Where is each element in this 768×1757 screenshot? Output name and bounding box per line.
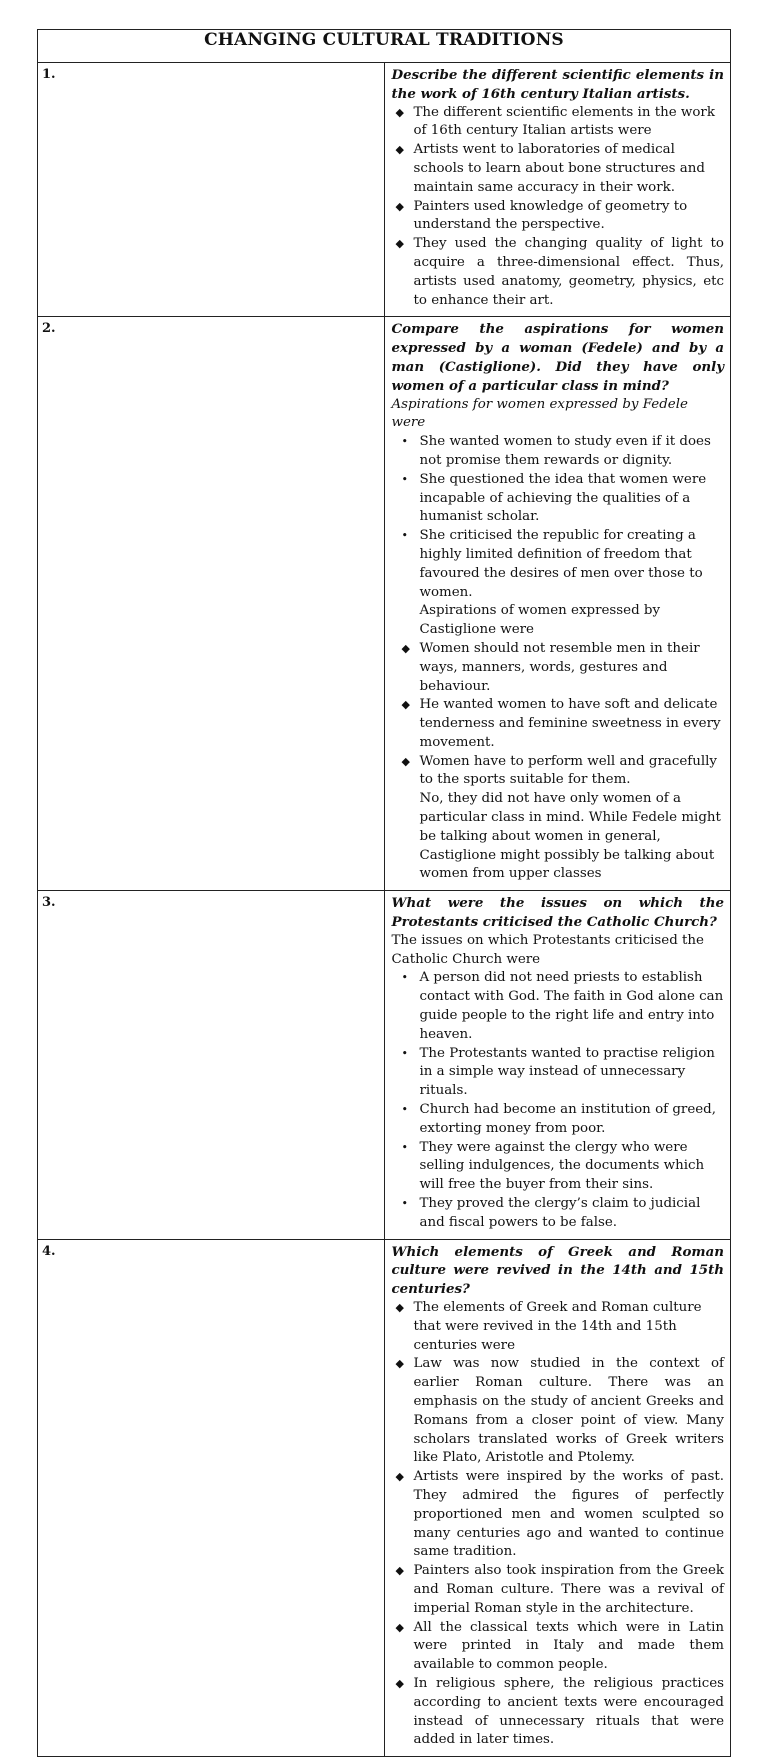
- list-item: ◆ The different scientific elements in the work of 16th century Italian artists were: [395, 104, 715, 139]
- qa-document-table: [37, 29, 731, 1757]
- answer-subheading: Aspirations of women expressed by Castiglione were: [419, 603, 661, 638]
- list-item: • The Protestants wanted to practise religion in a simple way instead of unnecessary rituals.: [401, 1045, 715, 1099]
- answer-subheading: Aspirations for women expressed by Fedele were: [391, 396, 688, 431]
- answer-list: [392, 104, 725, 311]
- list-item: ◆ Painters also took inspiration from the Greek and Roman culture. There was a revival of imperial Roman style in the architecture.: [395, 1563, 724, 1616]
- diamond-bullet-icon: ◆: [395, 237, 404, 251]
- question-row-1: [38, 63, 731, 317]
- answer-list: [392, 433, 725, 602]
- list-item: ◆ Artists were inspired by the works of past. They admired the figures of perfectly proportioned men and women sculpted so many centuries ago and wanted to continue same tradition.: [395, 1469, 724, 1560]
- diamond-bullet-icon: ◆: [401, 754, 410, 768]
- list-item: ◆ In religious sphere, the religious practices according to ancient texts were encouraged instead of unnecessary rituals that were added in later times.: [395, 1675, 724, 1748]
- question-number: 2.: [38, 317, 385, 891]
- diamond-bullet-icon: ◆: [401, 641, 410, 655]
- bullet-icon: •: [401, 435, 408, 449]
- list-item: • Church had become an institution of greed, extorting money from poor.: [401, 1102, 716, 1136]
- answer-conclusion: No, they did not have only women of a particular class in mind. While Fedele might be talking about women in general, Castiglione might possibly be talking about women from upper classes: [419, 791, 721, 882]
- bullet-icon: •: [401, 971, 408, 985]
- list-item: ◆ Artists went to laboratories of medical schools to learn about bone structures and maintain same accuracy in their work.: [395, 142, 705, 195]
- diamond-bullet-icon: ◆: [395, 1620, 404, 1634]
- question-answer-cell: [384, 317, 731, 891]
- bullet-icon: •: [401, 529, 408, 543]
- question-text: What were the issues on which the Protestants criticised the Catholic Church?: [391, 895, 724, 931]
- diamond-bullet-icon: ◆: [395, 1470, 404, 1484]
- diamond-bullet-icon: ◆: [395, 199, 404, 213]
- list-item: ◆ Law was now studied in the context of earlier Roman culture. There was an emphasis on the study of ancient Greeks and Romans from a closer point of view. Many scholars translated works of Greek writers like Plato, Aristotle and Ptolemy.: [395, 1356, 724, 1466]
- answer-intro: The issues on which Protestants criticised the Catholic Church were: [391, 932, 704, 967]
- question-row-4: [38, 1239, 731, 1757]
- question-answer-cell: [384, 891, 731, 1239]
- list-item: ◆ Painters used knowledge of geometry to understand the perspective.: [395, 198, 688, 233]
- diamond-bullet-icon: ◆: [395, 1357, 404, 1371]
- answer-list: [392, 640, 725, 790]
- question-number: 1.: [38, 63, 385, 317]
- question-answer-cell: [384, 1239, 731, 1757]
- list-item: ◆ All the classical texts which were in Latin were printed in Italy and made them available to common people.: [395, 1619, 724, 1673]
- diamond-bullet-icon: ◆: [401, 698, 410, 712]
- bullet-icon: •: [401, 1103, 408, 1117]
- question-text: Which elements of Greek and Roman culture were revived in the 14th and 15th centuries?: [391, 1243, 724, 1298]
- list-item: ◆ Women should not resemble men in their ways, manners, words, gestures and behaviour.: [401, 640, 700, 694]
- list-item: ◆ He wanted women to have soft and delicate tenderness and feminine sweetness in every movement.: [401, 697, 721, 750]
- bullet-icon: •: [401, 472, 408, 486]
- list-item: • They proved the clergy’s claim to judicial and fiscal powers to be false.: [401, 1196, 701, 1230]
- question-number: 3.: [38, 891, 385, 1239]
- list-item: ◆ They used the changing quality of light to acquire a three-dimensional effect. Thus, artists used anatomy, geometry, physics, etc to enhance their art.: [395, 236, 724, 308]
- list-item: • They were against the clergy who were selling indulgences, the documents which will free the buyer from their sins.: [401, 1139, 705, 1193]
- bullet-icon: •: [401, 1197, 408, 1211]
- list-item: • She criticised the republic for creating a highly limited definition of freedom that favoured the desires of men over those to women.: [401, 528, 703, 600]
- question-row-2: [38, 317, 731, 891]
- list-item: ◆ The elements of Greek and Roman culture that were revived in the 14th and 15th centuries were: [395, 1300, 702, 1353]
- list-item: • She wanted women to study even if it does not promise them rewards or dignity.: [401, 434, 711, 468]
- list-item: ◆ Women have to perform well and gracefully to the sports suitable for them.: [401, 753, 717, 788]
- bullet-icon: •: [401, 1140, 408, 1154]
- question-row-3: [38, 891, 731, 1239]
- list-item: • A person did not need priests to establish contact with God. The faith in God alone can guide people to the right life and entry into heaven.: [401, 970, 724, 1042]
- question-text: Describe the different scientific elements in the work of 16th century Italian artists.: [391, 67, 724, 102]
- answer-list: [392, 1299, 725, 1750]
- document-title: CHANGING CULTURAL TRADITIONS: [38, 30, 731, 63]
- question-number: 4.: [38, 1239, 385, 1757]
- diamond-bullet-icon: ◆: [395, 105, 404, 119]
- list-item: • She questioned the idea that women were incapable of achieving the qualities of a humanist scholar.: [401, 471, 707, 525]
- diamond-bullet-icon: ◆: [395, 143, 404, 157]
- diamond-bullet-icon: ◆: [395, 1301, 404, 1314]
- diamond-bullet-icon: ◆: [395, 1564, 404, 1578]
- question-text: Compare the aspirations for women expressed by a woman (Fedele) and by a man (Castiglione). Did they have only women of a particular class in mind?: [391, 321, 724, 394]
- answer-list: [392, 969, 725, 1232]
- diamond-bullet-icon: ◆: [395, 1676, 404, 1690]
- bullet-icon: •: [401, 1046, 408, 1060]
- question-answer-cell: [384, 63, 731, 317]
